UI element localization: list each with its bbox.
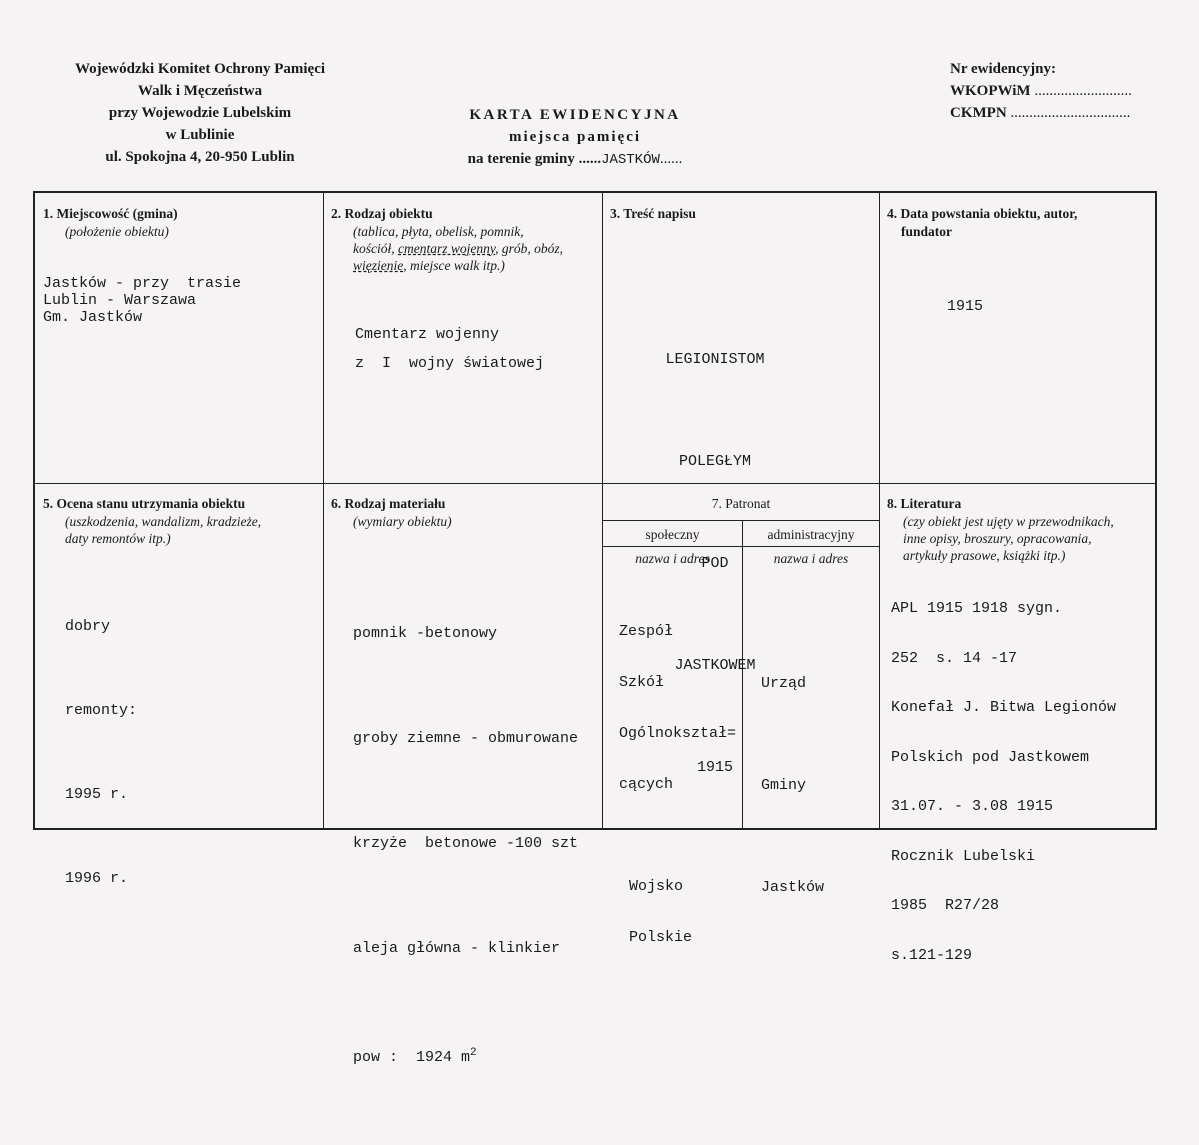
value-line: Lublin - Warszawa	[43, 292, 197, 309]
value-line: LEGIONISTOM	[665, 351, 765, 368]
sub-line	[353, 240, 599, 257]
value-line: Jastków	[761, 879, 825, 896]
section-head: 8. Literatura	[887, 496, 962, 511]
value-line: krzyże betonowe -100 szt	[353, 835, 579, 852]
value-line: s.121-129	[891, 946, 973, 964]
section-head: 3. Treść napisu	[610, 206, 696, 221]
value-line: Gm. Jastków	[43, 309, 143, 326]
value-line: Rocznik Lubelski	[891, 847, 1036, 865]
section-condition	[43, 495, 318, 949]
section-sub	[43, 513, 318, 547]
patronage-admin-value	[761, 599, 824, 973]
area-value: pow : 1924 m	[353, 1049, 471, 1066]
evid-ckmpn-label: CKMPN	[950, 105, 1007, 121]
object-type-value	[331, 320, 599, 378]
patronage-admin-head: administracyjny	[767, 527, 855, 542]
area-exponent: 2	[470, 1047, 477, 1059]
evid-wkopwim	[950, 80, 1190, 102]
value-line: Cmentarz wojenny	[355, 326, 500, 343]
section-creation-date	[887, 205, 1153, 315]
title: KARTA EWIDENCYJNA	[469, 107, 681, 123]
value-line: Jastków - przy trasie	[43, 275, 242, 292]
section-sub	[887, 513, 1155, 564]
evid-wkopwim-dots: ..........................	[1034, 83, 1132, 99]
grid-divider	[35, 483, 1155, 484]
organization-address	[40, 58, 360, 168]
patronage-social-sub: nazwa i adres	[635, 551, 710, 566]
value-line: 1915	[696, 759, 733, 776]
value-line: Konefał J. Bitwa Legionów	[891, 699, 1117, 716]
value-line: groby ziemne - obmurowane	[353, 730, 579, 747]
value-line	[619, 827, 736, 844]
sub-line: (uszkodzenia, wandalizm, kradzieże,	[65, 514, 262, 529]
sub-line: (czy obiekt jest ujęty w przewodnikach,	[903, 514, 1114, 529]
section-head: 6. Rodzaj materiału	[331, 496, 446, 511]
gmina-label: na terenie gminy ......	[467, 151, 602, 167]
sub-line: artykuły prasowe, książki itp.)	[903, 548, 1066, 563]
value-line: Polskie	[629, 929, 693, 946]
evid-ckmpn	[950, 102, 1190, 124]
gmina-value: JASTKÓW	[601, 152, 660, 168]
material-value	[331, 546, 601, 1145]
section-head: 1. Miejscowość (gmina)	[43, 206, 178, 221]
location-value	[43, 275, 318, 326]
sub-line	[353, 257, 599, 274]
subtitle: miejsca pamięci	[508, 129, 642, 145]
sub-line: daty remontów itp.)	[65, 531, 171, 546]
grid-divider	[323, 193, 324, 828]
value-line: aleja główna - klinkier	[353, 940, 561, 957]
value-line: 1996 r.	[65, 870, 129, 887]
evid-ckmpn-dots: ................................	[1010, 105, 1131, 121]
sub-part-marked: więzienie	[353, 258, 404, 273]
section-sub: (wymiary obiektu)	[353, 514, 452, 529]
value-line	[353, 1036, 601, 1075]
literature-value	[887, 568, 1155, 997]
org-line: przy Wojewodzie Lubelskim	[108, 105, 292, 121]
org-line: Walk i Męczeństwa	[137, 83, 263, 99]
value-line: 1985 R27/28	[891, 897, 1000, 914]
patronage-social-value	[619, 589, 736, 980]
condition-value	[43, 557, 318, 949]
value-line: pomnik -betonowy	[353, 625, 498, 642]
grid-divider	[879, 193, 880, 828]
sub-part: , grób, obóz,	[495, 241, 564, 256]
section-head: 7. Patronat	[711, 496, 771, 511]
value-line: 31.07. - 3.08 1915	[891, 798, 1054, 815]
section-patronage	[603, 495, 879, 513]
gmina-dots: ......	[659, 151, 683, 167]
value-line: Urząd	[761, 675, 807, 692]
record-grid	[33, 191, 1157, 1066]
value-line: Szkół	[619, 674, 665, 691]
patronage-admin-sub: nazwa i adres	[773, 551, 849, 566]
value-line: remonty:	[65, 702, 138, 719]
evid-title: Nr ewidencyjny:	[950, 61, 1056, 77]
registration-numbers	[950, 58, 1190, 124]
section-head: 4. Data powstania obiektu, autor,	[887, 206, 1078, 221]
sub-part-marked: cmentarz wojenny	[398, 241, 496, 256]
value-line: POD	[701, 555, 729, 572]
sub-line: (tablica, płyta, obelisk, pomnik,	[353, 224, 524, 239]
value-line: APL 1915 1918 sygn.	[891, 600, 1063, 617]
section-sub: (położenie obiektu)	[65, 224, 169, 239]
value-line: Polskich pod Jastkowem	[891, 748, 1090, 766]
value-line: cących	[619, 776, 674, 793]
value-line: JASTKOWEM	[674, 657, 756, 674]
value-line: POLEGŁYM	[678, 453, 751, 470]
creation-date-value: 1915	[947, 298, 984, 315]
value-line: Ogólnokształ=	[619, 725, 737, 742]
value-line: 1995 r.	[65, 786, 129, 803]
value-line: Wojsko	[629, 878, 684, 895]
section-location	[43, 205, 318, 326]
section-literature	[887, 495, 1155, 997]
value-line: dobry	[65, 618, 111, 635]
value-line: z I wojny światowej	[355, 355, 545, 372]
sub-line: inne opisy, broszury, opracowania,	[903, 531, 1092, 546]
section-head: 5. Ocena stanu utrzymania obiektu	[43, 496, 246, 511]
section-sub	[331, 223, 599, 274]
gmina-line	[430, 148, 720, 171]
value-line: Gminy	[761, 777, 807, 794]
org-line: ul. Spokojna 4, 20-950 Lublin	[105, 149, 295, 165]
section-object-type	[331, 205, 599, 378]
value-line: 252 s. 14 -17	[891, 649, 1018, 667]
section-head: 2. Rodzaj obiektu	[331, 206, 433, 221]
sub-part: kościół,	[353, 241, 398, 256]
section-material	[331, 495, 601, 1145]
section-head: fundator	[901, 224, 953, 239]
document-title	[430, 104, 720, 171]
sub-part: , miejsce walk itp.)	[403, 258, 505, 273]
patronage-social-head: społeczny	[645, 527, 700, 542]
org-line: w Lublinie	[165, 127, 235, 143]
value-line: Zespół	[619, 623, 674, 640]
org-line: Wojewódzki Komitet Ochrony Pamięci	[74, 61, 326, 77]
evid-wkopwim-label: WKOPWiM	[950, 83, 1031, 99]
